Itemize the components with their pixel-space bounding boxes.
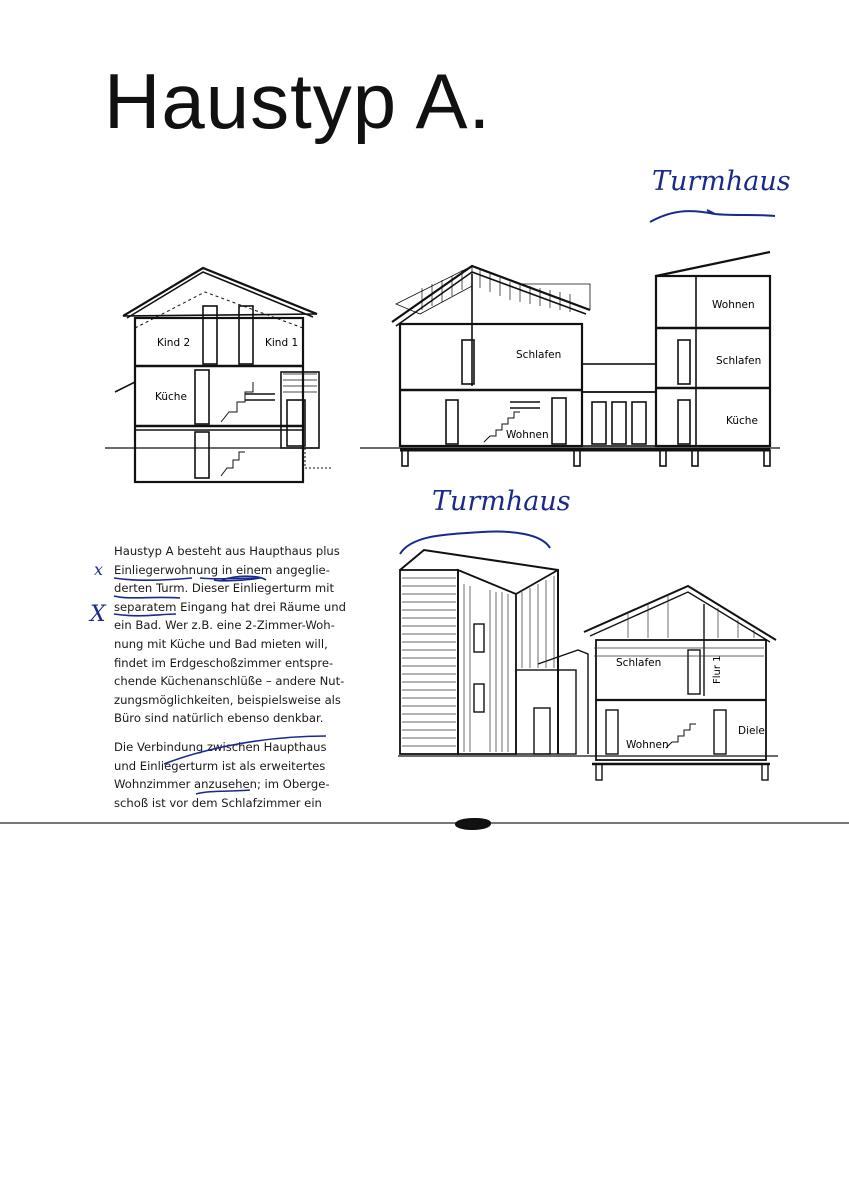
room-label: Flur 1 (712, 655, 723, 684)
text-line: chende Küchenanschlüße – andere Nut- (114, 674, 345, 689)
handwritten-turmhaus-top: Turmhaus (652, 166, 791, 197)
elevation-drawing (398, 544, 798, 784)
text-line: separatem Eingang hat drei Räume und (114, 599, 346, 614)
room-label: Wohnen (506, 429, 549, 441)
room-label: Küche (155, 391, 187, 403)
text-line: Büro sind natürlich ebenso denkbar. (114, 711, 324, 726)
room-label: Wohnen (712, 299, 755, 311)
room-label: Schlafen (516, 349, 562, 361)
text-line: schoß ist vor dem Schlafzimmer ein (114, 795, 322, 810)
ink-blot (455, 818, 491, 830)
room-label: Kind 2 (157, 337, 191, 349)
text-line: Wohnzimmer anzusehen; im Oberge- (114, 777, 330, 792)
handwritten-underlines (100, 560, 350, 800)
margin-mark: X (90, 602, 106, 627)
section-drawing-left (105, 262, 335, 494)
room-label: Schlafen (616, 657, 662, 669)
text-line: nung mit Küche und Bad mieten will, (114, 636, 328, 651)
scan-edge-line (0, 822, 849, 824)
text-line: Einliegerwohnung in einem angeglie- (114, 562, 330, 577)
text-line: und Einliegerturm ist als erweitertes (114, 758, 326, 773)
room-label: Diele (738, 725, 765, 737)
room-label: Wohnen (626, 739, 669, 751)
handwritten-turmhaus-middle: Turmhaus (432, 486, 571, 517)
text-line: derten Turm. Dieser Einliegerturm mit (114, 581, 334, 596)
room-label: Küche (726, 415, 758, 427)
page-title: Haustyp A. (104, 57, 492, 145)
text-line: zungsmöglichkeiten, beispielsweise als (114, 692, 341, 707)
text-line: ein Bad. Wer z.B. eine 2-Zimmer-Woh- (114, 618, 335, 633)
text-line: Die Verbindung zwischen Haupthaus (114, 739, 327, 754)
room-label: Schlafen (716, 355, 762, 367)
handwritten-underline-top (645, 200, 785, 230)
text-line: Haustyp A besteht aus Haupthaus plus (114, 544, 340, 558)
margin-mark: x (94, 560, 104, 579)
text-line: findet im Erdgeschoßzimmer entspre- (114, 655, 334, 670)
room-label: Kind 1 (265, 337, 299, 349)
section-drawing-right (360, 244, 780, 476)
